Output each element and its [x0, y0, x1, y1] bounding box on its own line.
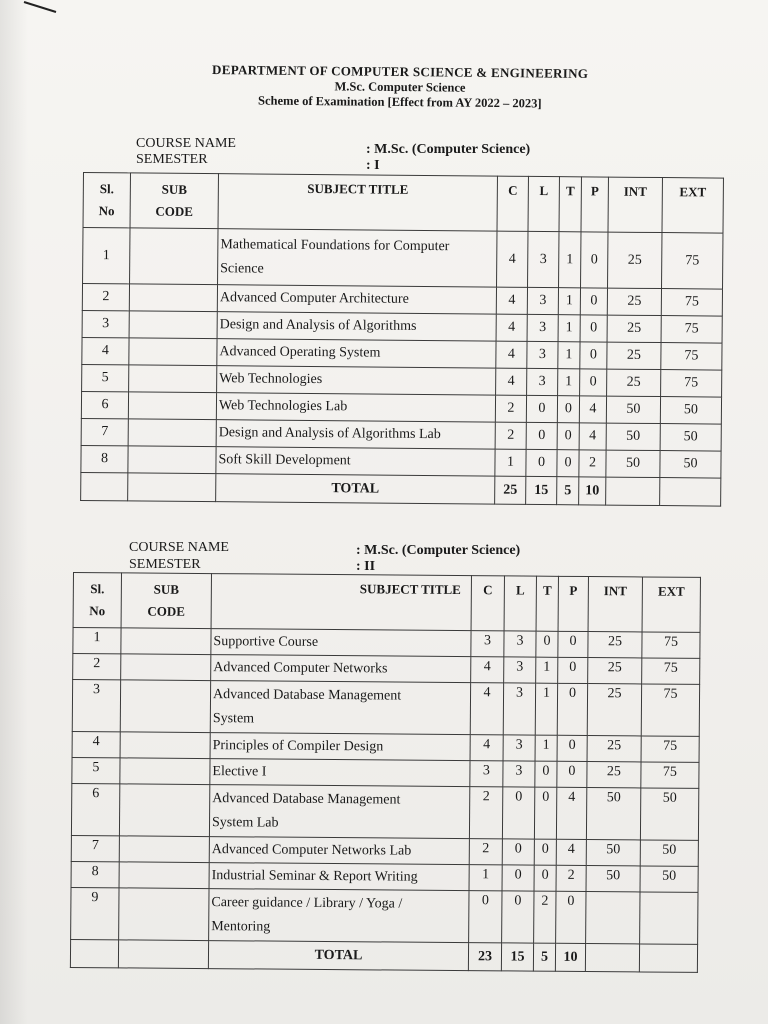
t-cell: 0 — [534, 839, 556, 865]
subject-title-line1: Advanced Computer Networks — [213, 659, 388, 676]
p-cell: 4 — [579, 423, 606, 450]
semester1-table — [80, 172, 724, 507]
int-cell: 25 — [607, 369, 661, 396]
l-cell: 3 — [527, 314, 558, 341]
sub-code-cell — [119, 784, 209, 837]
t-cell: 1 — [535, 735, 557, 761]
scheme-title: Scheme of Examination [Effect from AY 2022 – 2023] — [257, 93, 542, 111]
c-cell: 2 — [495, 422, 526, 449]
int-cell: 50 — [606, 396, 660, 423]
ext-cell: 75 — [661, 289, 722, 317]
subject-title-line1: Career guidance / Library / Yoga / — [211, 894, 403, 912]
p-cell: 0 — [556, 891, 586, 943]
header-ext: EXT — [642, 577, 700, 632]
t-cell: 1 — [559, 232, 581, 288]
int-cell: 50 — [606, 450, 660, 477]
subject-title-cell — [217, 312, 496, 341]
sl-cell: 7 — [71, 835, 119, 861]
table-header-row — [83, 173, 723, 234]
subject-title-line2: Science — [220, 260, 264, 277]
header-t: T — [536, 576, 558, 631]
subject-title-cell — [216, 420, 495, 449]
total-code-empty — [118, 940, 208, 969]
l-cell: 3 — [528, 231, 559, 287]
subject-title-cell — [217, 366, 496, 395]
subject-title-line2: Mentoring — [211, 918, 271, 935]
ext-cell: 75 — [641, 736, 699, 762]
l-cell: 3 — [527, 368, 558, 395]
t-cell: 1 — [558, 315, 580, 342]
total-t: 5 — [557, 477, 579, 505]
header-sl: Sl. No — [73, 573, 121, 628]
t-cell: 1 — [535, 683, 557, 735]
subject-title-line1: Supportive Course — [213, 633, 319, 650]
c-cell: 0 — [469, 891, 502, 943]
sub-code-cell — [120, 732, 210, 759]
p-cell: 4 — [579, 396, 606, 423]
sub-code-cell — [121, 654, 211, 681]
total-l: 15 — [526, 476, 557, 504]
c-cell: 4 — [496, 368, 527, 395]
total-row — [81, 472, 721, 506]
sl-cell: 6 — [81, 391, 128, 418]
int-cell: 25 — [587, 762, 641, 788]
ext-cell: 75 — [662, 233, 723, 290]
sub-code-cell — [129, 311, 217, 339]
subject-title-cell — [218, 229, 497, 287]
total-c: 23 — [468, 943, 501, 971]
ext-cell: 50 — [660, 451, 721, 479]
sem2-course-value: : M.Sc. (Computer Science) — [356, 543, 521, 558]
total-ext — [660, 478, 721, 507]
p-cell: 4 — [556, 839, 586, 865]
subject-title-line2: System — [212, 710, 255, 726]
sl-cell: 1 — [73, 628, 121, 654]
p-cell: 0 — [557, 761, 587, 787]
p-cell: 0 — [557, 735, 587, 761]
sub-code-cell — [119, 836, 209, 863]
sl-cell: 6 — [71, 783, 119, 835]
subject-title-line1: Web Technologies Lab — [218, 398, 348, 415]
table-row — [72, 680, 699, 737]
sem2-semester-value: : II — [356, 559, 376, 574]
c-cell: 4 — [470, 735, 503, 761]
int-cell: 25 — [607, 342, 661, 369]
c-cell: 4 — [496, 341, 527, 368]
sem2-semester-label: SEMESTER — [129, 557, 201, 572]
sem1-course-label: COURSE NAME — [136, 136, 236, 151]
total-p: 10 — [555, 943, 585, 971]
ext-cell: 50 — [660, 424, 721, 452]
sl-cell: 8 — [71, 861, 119, 887]
l-cell: 0 — [502, 839, 534, 865]
int-cell: 25 — [588, 632, 642, 658]
header-sub-code: SUB CODE — [130, 173, 218, 229]
c-cell: 3 — [470, 761, 503, 787]
header-ext: EXT — [662, 178, 723, 234]
page-edge-shadow — [0, 0, 28, 1024]
header-l: L — [504, 576, 536, 631]
int-cell — [586, 892, 640, 944]
l-cell: 0 — [526, 422, 557, 449]
subject-title-line1: Design and Analysis of Algorithms Lab — [218, 425, 441, 443]
sl-cell: 9 — [71, 887, 119, 939]
subject-title-cell — [209, 863, 469, 891]
sl-cell: 1 — [83, 228, 130, 284]
sl-cell: 2 — [82, 284, 129, 311]
int-cell: 50 — [586, 866, 640, 892]
total-sl-empty — [70, 939, 118, 967]
sub-code-cell — [120, 758, 210, 785]
t-cell: 0 — [536, 631, 558, 657]
header-subject-title: SUBJECT TITLE — [218, 174, 497, 231]
c-cell: 3 — [471, 631, 504, 657]
t-cell: 0 — [557, 423, 579, 450]
subject-title-cell — [210, 733, 470, 761]
p-cell: 0 — [580, 315, 607, 342]
ext-cell: 75 — [661, 370, 722, 398]
sub-code-cell — [130, 228, 218, 285]
sub-code-cell — [128, 419, 216, 447]
total-p: 10 — [579, 477, 606, 505]
ext-cell: 75 — [641, 762, 699, 788]
p-cell: 0 — [557, 683, 587, 735]
l-cell: 0 — [502, 787, 534, 839]
subject-title-cell — [209, 785, 469, 839]
sem1-semester-value: : I — [366, 158, 380, 173]
ext-cell: 75 — [642, 658, 700, 684]
sl-cell: 4 — [82, 337, 129, 364]
sub-code-cell — [119, 862, 209, 889]
ext-cell: 75 — [641, 684, 699, 736]
table-row — [71, 783, 698, 840]
int-cell: 25 — [587, 684, 641, 736]
ext-cell — [640, 892, 698, 944]
sl-cell: 3 — [82, 310, 129, 337]
l-cell: 3 — [503, 683, 535, 735]
ext-cell: 50 — [660, 397, 721, 425]
c-cell: 1 — [495, 449, 526, 476]
program-title: M.Sc. Computer Science — [334, 79, 466, 95]
t-cell: 0 — [534, 787, 556, 839]
subject-title-line2: System Lab — [211, 814, 279, 831]
int-cell: 25 — [607, 315, 661, 342]
sl-cell: 5 — [82, 364, 129, 391]
subject-title-line1: Industrial Seminar & Report Writing — [211, 867, 418, 885]
l-cell: 3 — [527, 287, 558, 314]
l-cell: 3 — [503, 735, 535, 761]
t-cell: 1 — [558, 288, 580, 315]
t-cell: 0 — [557, 396, 579, 423]
t-cell: 1 — [536, 657, 558, 683]
total-row — [70, 939, 697, 972]
subject-title-line1: Design and Analysis of Algorithms — [219, 317, 417, 334]
c-cell: 2 — [469, 787, 502, 839]
total-c: 25 — [495, 476, 526, 504]
ext-cell: 75 — [642, 632, 700, 658]
total-ext — [639, 944, 697, 972]
subject-title-line1: Soft Skill Development — [218, 452, 351, 469]
ext-cell: 50 — [640, 788, 698, 840]
l-cell: 3 — [527, 341, 558, 368]
sub-code-cell — [129, 365, 217, 393]
sub-code-cell — [119, 888, 209, 941]
l-cell: 0 — [526, 449, 557, 476]
t-cell: 1 — [558, 342, 580, 369]
header-int: INT — [608, 177, 662, 232]
subject-title-cell — [211, 629, 471, 657]
l-cell: 3 — [504, 631, 536, 657]
sl-cell: 5 — [72, 757, 120, 783]
int-cell: 25 — [587, 736, 641, 762]
t-cell: 0 — [534, 865, 556, 891]
sub-code-cell — [120, 680, 210, 733]
header-sub-code: SUB CODE — [121, 573, 211, 629]
header-subject-title: SUBJECT TITLE — [211, 574, 471, 631]
total-int — [606, 477, 660, 505]
t-cell: 2 — [534, 891, 556, 943]
sub-code-cell — [129, 284, 217, 312]
int-cell: 25 — [607, 288, 661, 315]
subject-title-cell — [217, 285, 496, 314]
sl-cell: 8 — [81, 445, 128, 472]
c-cell: 2 — [469, 839, 502, 865]
corner-pen-mark — [22, 0, 62, 14]
subject-title-cell — [216, 447, 495, 476]
l-cell: 0 — [526, 395, 557, 422]
sem1-course-value: : M.Sc. (Computer Science) — [366, 142, 531, 157]
subject-title-cell — [209, 889, 469, 943]
header-int: INT — [588, 577, 642, 632]
subject-title-line1: Web Technologies — [219, 371, 323, 388]
subject-title-line1: Advanced Computer Architecture — [219, 290, 409, 307]
int-cell: 50 — [586, 788, 640, 840]
t-cell: 0 — [535, 761, 557, 787]
p-cell: 0 — [558, 657, 588, 683]
sl-cell: 7 — [81, 418, 128, 445]
l-cell: 0 — [502, 891, 534, 943]
p-cell: 2 — [556, 865, 586, 891]
t-cell: 1 — [558, 369, 580, 396]
l-cell: 3 — [503, 761, 535, 787]
subject-title-line1: Principles of Compiler Design — [212, 737, 384, 754]
ext-cell: 50 — [640, 840, 698, 866]
sl-cell: 4 — [72, 731, 120, 757]
c-cell: 4 — [496, 314, 527, 341]
ext-cell: 50 — [640, 866, 698, 892]
header-c: C — [497, 176, 528, 231]
total-label: TOTAL — [216, 474, 495, 504]
int-cell: 25 — [608, 232, 662, 288]
t-cell: 0 — [557, 450, 579, 477]
subject-title-line1: Advanced Computer Networks Lab — [211, 841, 412, 859]
int-cell: 50 — [606, 423, 660, 450]
sub-code-cell — [121, 628, 211, 655]
header-c: C — [471, 576, 504, 631]
subject-title-cell — [217, 339, 496, 368]
header-p: P — [558, 576, 588, 631]
p-cell: 0 — [581, 232, 608, 288]
subject-title-line1: Advanced Operating System — [219, 344, 381, 361]
l-cell: 3 — [504, 657, 536, 683]
total-l: 15 — [501, 943, 533, 971]
p-cell: 0 — [580, 369, 607, 396]
ext-cell: 75 — [661, 316, 722, 344]
total-int — [585, 944, 639, 972]
sl-cell: 2 — [73, 654, 121, 680]
sl-cell: 3 — [72, 680, 120, 732]
subject-title-line1: Advanced Database Management — [212, 686, 402, 704]
p-cell: 0 — [580, 342, 607, 369]
subject-title-cell — [210, 681, 470, 735]
subject-title-cell — [210, 759, 470, 787]
int-cell: 50 — [586, 840, 640, 866]
sub-code-cell — [129, 338, 217, 366]
p-cell: 2 — [579, 450, 606, 477]
c-cell: 4 — [497, 231, 528, 287]
p-cell: 0 — [558, 631, 588, 657]
sub-code-cell — [128, 392, 216, 420]
sem2-course-label: COURSE NAME — [129, 540, 229, 555]
table-row — [83, 228, 723, 290]
int-cell: 25 — [588, 658, 642, 684]
total-sl-empty — [81, 472, 128, 500]
p-cell: 0 — [580, 288, 607, 315]
subject-title-line1: Elective I — [212, 763, 267, 780]
sub-code-cell — [128, 446, 216, 474]
header-t: T — [559, 177, 581, 232]
header-p: P — [581, 177, 608, 232]
c-cell: 1 — [469, 865, 502, 891]
c-cell: 4 — [496, 287, 527, 314]
table-row — [71, 887, 698, 944]
c-cell: 2 — [495, 395, 526, 422]
header-l: L — [528, 176, 559, 231]
ext-cell: 75 — [661, 343, 722, 371]
p-cell: 4 — [556, 787, 586, 839]
c-cell: 4 — [471, 657, 504, 683]
semester2-table — [70, 572, 701, 973]
subject-title-line1: Mathematical Foundations for Computer — [220, 236, 450, 254]
document-header — [150, 61, 650, 112]
subject-title-line1: Advanced Database Management — [212, 790, 401, 808]
sem1-semester-label: SEMESTER — [136, 152, 208, 167]
table-header-row — [73, 573, 700, 633]
total-t: 5 — [533, 943, 555, 971]
subject-title-cell — [216, 393, 495, 422]
c-cell: 4 — [470, 683, 503, 735]
total-label: TOTAL — [208, 941, 468, 971]
header-sl: Sl. No — [83, 173, 130, 228]
department-title: DEPARTMENT OF COMPUTER SCIENCE & ENGINEERING — [212, 62, 589, 81]
l-cell: 0 — [502, 865, 534, 891]
subject-title-cell — [211, 655, 471, 683]
total-code-empty — [128, 473, 216, 502]
subject-title-cell — [209, 837, 469, 865]
